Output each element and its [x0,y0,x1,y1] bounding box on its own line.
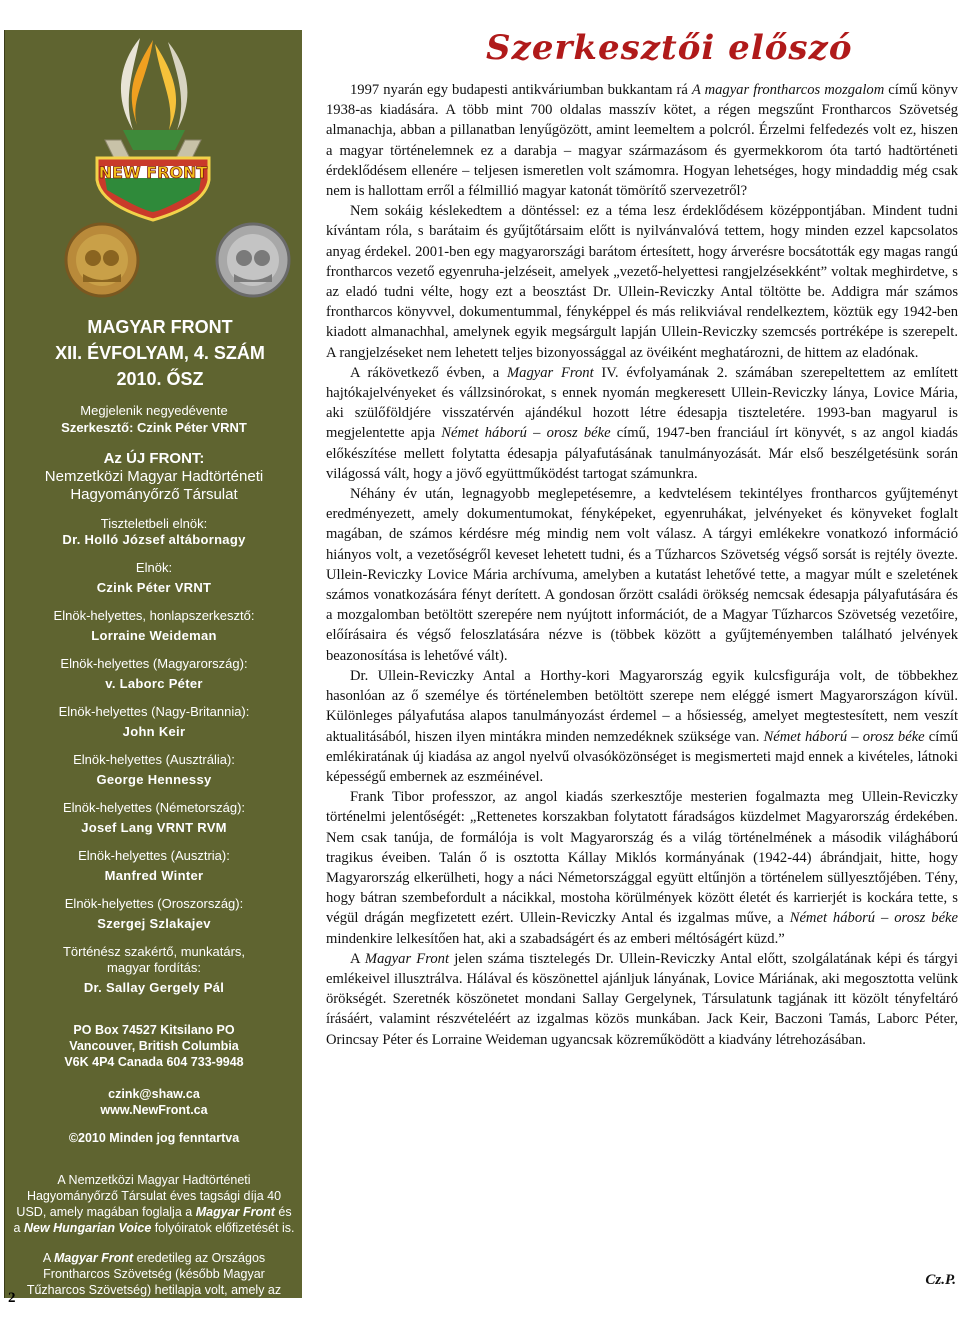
org-name-line3: Hagyományőrző Társulat [70,486,238,503]
paragraph-text: mindenkire lelkesítően hat, aki a szabadságért és az emberi méltóságért küzd.” [326,930,785,947]
article-paragraph [326,949,958,1050]
paragraph-text: Dr. Ullein-Reviczky Antal a Horthy-kori Magyarország egyik kulcsfigurája volt, de többekhez hasonlóan az ő személye és történelemben betöltött szerepe nem eléggé ismert Magyarországon kívül. Különleges pályafutása alapos tanulmányozást érdemel – a hősiesség, amelyet megtestesített, nem veszít aktualitásából, hiszen ilyen mintákra minden nemzedéknek szüksége van. [326,667,958,745]
article-paragraph [326,363,958,484]
officer-role: Tiszteletbeli elnök: [100,516,208,531]
officer-role: Elnök-helyettes (Ausztrália): [73,752,235,767]
officer-name: Czink Péter VRNT [96,580,212,595]
masthead-issue: 2010. ŐSZ [116,369,204,389]
masthead-volume: XII. ÉVFOLYAM, 4. SZÁM [55,343,265,363]
magazine-name: Magyar Front [53,1251,134,1265]
new-front-logo [5,30,303,300]
officer-name: Dr. Sallay Gergely Pál [83,980,225,995]
masthead-title: MAGYAR FRONT [87,317,233,337]
officer-name: Lorraine Weideman [91,628,217,643]
logo-banner-text: NEW FRONT [98,163,208,182]
article-paragraph [326,201,958,363]
editor-signature: Cz.P. [925,1272,956,1288]
officer-name: Dr. Holló József altábornagy [62,532,246,547]
membership-note-text: folyóiratok előfizetését is. [154,1221,295,1235]
officer-role: Elnök-helyettes, honlapszerkesztő: [53,608,255,623]
paragraph-text: Néhány év után, legnagyobb meglepetésemre, a kedvtelésem tekintélyes frontharcos gyűjteményt eredményezett, amely dokumentumokat, fényképeket, egyenruhákat, jelvényeket és könyveket foglalt magában, de számos kérdésre még mindig nem volt válasz. A tárgyi emlékekre vonatkozó információ hiányos volt, a vezetőségről keveset lehetett tudni, és a Tűzharcos Szövetség végső sorsát is rejtély övezte. Ullein-Reviczky Lovice Mária archívuma, amelyben a kutatást lehetővé tette, a magyar múlt e szeletének számos vonatkozására fényt derített. A gondosan őrzött családi örökség nemcsak édesapja pályafutására és a mozgalomban betöltött szerepére nem nyújtott információt, de a Magyar Tűzharcos Szövetség vezetőire, előírásaira és végső feloszlatására nézve is (többek között a gyűjteményemben található jelvények beazonosítása is lehetővé vált). [326,486,958,664]
organization-name [5,450,303,504]
contact-info [5,1086,303,1118]
italic-title-text: Német háború – orosz béke [763,728,925,745]
paragraph-text: Nem sokáig késlekedtem a döntéssel: ez a téma lesz érdeklődésem középpontjában. Mindent tudni kívántam róla, s barátaim és gyűjtőtársaim előtt is nyilvánvalóvá tettem, hogy minden ezzel kapcsolatos anyag érdekel. 2001-ben egy magyarországi barátom értesített, hogy árverésre bocsátották egy magas rangú frontharcos vezető egyenruha-jelzéseit, amelyek „vezető-helyettesi rangjelzésekként” voltak meghirdetve, s az eladó tudni vélte, hogy ezt a beosztást Dr. Ullein-Reviczky Antal töltötte be. Addigra már számos frontharcos könyvvel, dokumentummal, fényképpel és más relikviával rendelkeztem, köztük egy 1942-ben kiadott almanachhal, amelynek egyik megsárgult lapján Ullein-Reviczky szemcsés portréképe is szerepelt. A rangjelzéseket nem lehetett teljes bizonyossággal az övéiként meghatározni, de hittem az eladónak. [326,203,958,361]
article-paragraph [326,80,958,201]
paragraph-text: című, 1947-ben franciául írt könyvét, s az angol kiadás előkészítése mellett folytatta édesapja pályafutásának tanulmányozását. Már első beszélgetésünk során világossá vált, hogy a jövő együttműködést tartogat számunkra. [326,425,958,482]
website-address: www.NewFront.ca [100,1103,208,1117]
org-name-line1: Az ÚJ FRONT: [103,450,205,467]
italic-title-text: Magyar Front [364,950,450,967]
email-address: czink@shaw.ca [108,1087,200,1101]
paragraph-text: 1997 nyarán egy budapesti antikváriumban bukkantam rá [350,82,692,98]
officers-list [5,516,303,996]
italic-title-text: Német háború – orosz béke [441,425,611,442]
italic-title-text: A magyar frontharcos mozgalom [691,82,885,98]
officer-name: George Hennessy [96,772,212,787]
officer-role: Elnök-helyettes (Magyarország): [60,656,248,671]
italic-title-text: Magyar Front [507,364,594,381]
magazine-name: Magyar Front [195,1205,275,1219]
article-body [326,80,958,1050]
article-paragraph [326,666,958,787]
membership-note-text: A Nemzetközi Magyar Hadtörténeti Hagyományőrző Társulat éves tagsági díja 40 USD, amely magában foglalja a [16,1173,282,1219]
officer-role: Elnök: [135,560,173,575]
page-number: 2 [8,1290,16,1306]
paragraph-text: című emlékiratának új kiadása az angol nyelvű olvasóközönséget is megismerteti majd ennek a kivételes, látnoki képességű embernek az eszméinével. [326,728,958,785]
history-note-text: A [42,1251,51,1265]
postal-address [5,1022,303,1070]
article-paragraph [326,484,958,666]
officer-name: Manfred Winter [104,868,204,883]
officer-name: John Keir [122,724,186,739]
officer-role: Elnök-helyettes (Oroszország): [64,896,244,911]
membership-note [5,1172,303,1236]
officer-name: v. Laborc Péter [105,676,203,691]
logo-illustration [5,30,303,300]
sidebar-panel [4,30,302,1329]
paragraph-text: Frank Tibor professzor, az angol kiadás szerkesztője mesterien fogalmazta meg Ullein-Reviczky történelmi jelentőségét: „Rettenetes korszakban folytatott fáradságos küzdelmet Magyarország érdekében. Nem csak tanúja, de formálója is volt Magyarország és a világ történelmének a második világháború tragikus éveiben. Talán ő is osztotta Kállay Miklós kormányának (1942-44) ábrándjait, hitte, hogy Magyarország elkerülheti, hogy a náci Németországgal együtt eltűnjön a történelem süllyesztőjében. Tény, hogy bátran szembefordult a nácikkal, mostoha körülmények között életét és karrierjét is kockára tette, s végül drágán megfizetett ezért. Ullein-Reviczky Antal és izgalmas műve, a [326,789,958,927]
copyright-notice: ©2010 Minden jog fenntartva [68,1131,240,1145]
officer-role: Történész szakértő, munkatárs, magyar fordítás: [62,944,246,975]
membership-note-text: és a [13,1205,292,1235]
officer-role: Elnök-helyettes (Németország): [62,800,246,815]
magazine-name: New Hungarian Voice [23,1221,152,1235]
history-note [5,1250,303,1330]
article-title: Szerkesztői előszó [486,28,853,68]
org-name-line2: Nemzetközi Magyar Hadtörténeti [44,468,264,485]
address-line2: Vancouver, British Columbia [69,1039,239,1053]
officer-name: Szergej Szlakajev [97,916,211,931]
paragraph-text: IV. évfolyamának 2. számában szerepeltettem az említett hajtókajelvényeket és vállzsinórokat, s ennek nyomán megkeresett Ullein-Reviczky lánya, Lovice Mária, aki szülőföldjére visszatérvén ajándékul hozott létre édesapja tiszteletére. 1993-ban magyarul is megjelentette apja [326,364,958,442]
masthead [5,314,303,1330]
history-note-text: eredetileg az Országos Frontharcos Szövetség (később Magyar Tűzharcos Szövetség) hetilapja volt, amely az 1930-as évektől a második világháború végéig jelent meg. [25,1251,283,1329]
editor-line: Szerkesztő: Czink Péter VRNT [61,420,247,435]
officer-role: Elnök-helyettes (Nagy-Britannia): [58,704,250,719]
article-paragraph [326,787,958,949]
paragraph-text: A [350,950,365,967]
officer-role: Elnök-helyettes (Ausztria): [78,848,230,863]
paragraph-text: jelen száma tisztelegés Dr. Ullein-Reviczky Antal előtt, szolgálatának képi és tárgyi emlékeivel illusztrálva. Hálával és köszönettel ajánljuk lányának, Lovice Máriának, aki megosztotta velünk örökségét. Szeretnék köszönetet mondani Sallay Gergelynek, Társulatunk tagjának itt közölt tényfeltáró írásáért, valamint részvételéért az izgalmas közös munkában. Jack Keir, Baczoni Tamás, Laborc Péter, Orincsay Péter és Lorraine Weideman ugyancsak közreműködött a kiadvány létrehozásában. [326,950,958,1048]
publication-frequency: Megjelenik negyedévente [80,403,228,418]
address-line3: V6K 4P4 Canada 604 733-9948 [64,1055,244,1069]
italic-title-text: Német háború – orosz béke [789,910,959,927]
paragraph-text: című könyv 1938-as kiadására. A több mint 700 oldalas masszív kötet, a régen megszűnt Frontharcos Szövetség almanachja, abban a pillanatban lenyűgözött, amint leemeltem a polcról. Érzelmi felfedezés volt ez, hiszen a magyar történelemnek ez a darabja – magyar származásom és gyermekkorom óta tartó hadtörténeti érdeklődésem ellenére – teljesen ismeretlen volt számomra. Hogyan lehetséges, hogy mindaddig még csak nem is hallottam erről a félmillió magyar katonát tömörítő szervezetről? [326,82,958,200]
address-line1: PO Box 74527 Kitsilano PO [73,1023,235,1037]
officer-name: Josef Lang VRNT RVM [81,820,227,835]
paragraph-text: A rákövetkező évben, a [350,364,507,381]
